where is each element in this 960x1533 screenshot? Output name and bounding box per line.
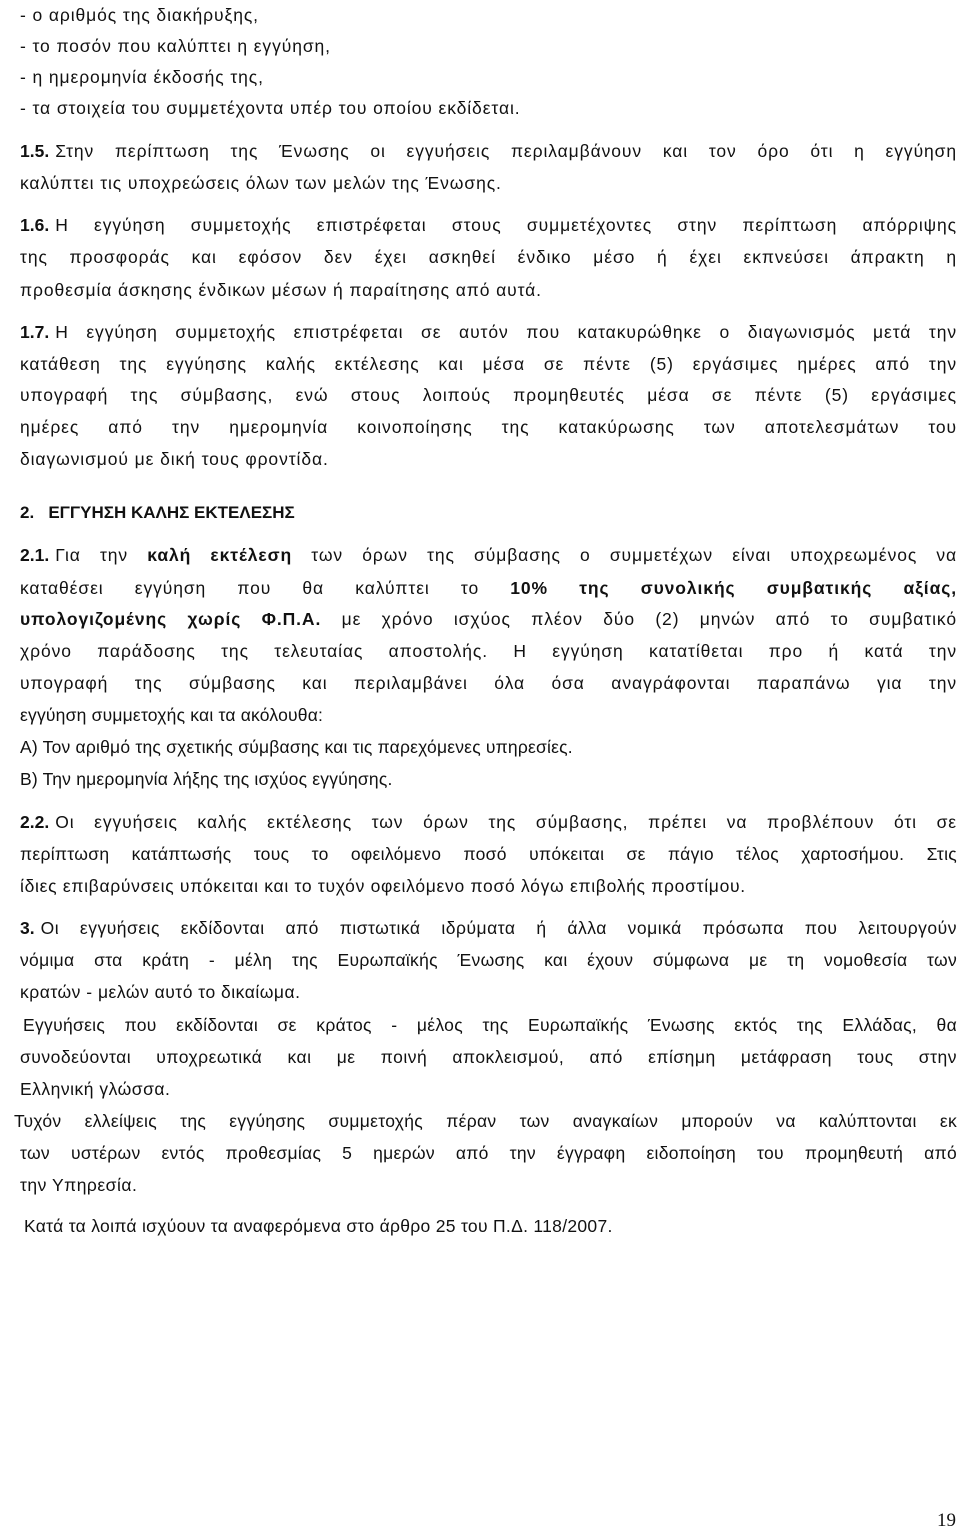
paragraph-foreign-line: συνοδεύονται υποχρεωτικά και με ποινή αποκλεισμού, από επίσημη μετάφραση τους στην xyxy=(20,1047,957,1067)
paragraph-2-1-line: υπολογιζομένης χωρίς Φ.Π.Α. με χρόνο ισχύος πλέον δύο (2) μηνών από το συμβατικό xyxy=(20,609,957,629)
paragraph-1-7-line: υπογραφή της σύμβασης, ενώ στους λοιπούς προμηθευτές μέσα σε πέντε (5) εργάσιμες xyxy=(20,385,957,405)
paragraph-2-1-line: 2.1. Για την καλή εκτέλεση των όρων της σύμβασης ο συμμετέχων είναι υποχρεωμένος να xyxy=(20,545,958,565)
emphasis: καλή εκτέλεση xyxy=(147,545,293,565)
paragraph-2-1-line: καταθέσει εγγύηση που θα καλύπτει το 10% της συνολικής συμβατικής αξίας, xyxy=(20,578,957,598)
section-heading: 2. ΕΓΓΥΗΣΗ ΚΑΛΗΣ ΕΚΤΕΛΕΣΗΣ xyxy=(20,503,295,522)
paragraph-2-2-line: ίδιες επιβαρύνσεις υπόκειται και το τυχόν οφειλόμενο ποσό λόγω επιβολής προστίμου. xyxy=(20,876,746,896)
paragraph-1-6-line: 1.6. Η εγγύηση συμμετοχής επιστρέφεται στους συμμετέχοντες στην περίπτωση απόρριψης xyxy=(20,215,957,235)
paragraph-missing-line: την Υπηρεσία. xyxy=(20,1175,138,1195)
paragraph-number: 1.7. xyxy=(20,322,50,342)
paragraph-3-line: κρατών - μελών αυτό το δικαίωμα. xyxy=(20,982,301,1002)
list-item: Α) Τον αριθμό της σχετικής σύμβασης και τις παρεχόμενες υπηρεσίες. xyxy=(20,737,573,757)
paragraph-1-7-line: κατάθεση της εγγύησης καλής εκτέλεσης και μέσα σε πέντε (5) εργάσιμες ημέρες από την xyxy=(20,354,957,374)
paragraph-2-2-line: 2.2. Οι εγγυήσεις καλής εκτέλεσης των όρων της σύμβασης, πρέπει να προβλέπουν ότι σε xyxy=(20,812,957,832)
paragraph-2-2-line: περίπτωση κατάπτωσής τους το οφειλόμενο ποσό υπόκειται σε πάγιο τέλος χαρτοσήμου. Στις xyxy=(20,844,957,864)
bullet-item: - το ποσόν που καλύπτει η εγγύηση, xyxy=(20,36,331,56)
paragraph-foreign-line: Εγγυήσεις που εκδίδονται σε κράτος - μέλος της Ευρωπαϊκής Ένωσης εκτός της Ελλάδας, θα xyxy=(23,1015,957,1035)
page-number: 19 xyxy=(937,1510,956,1531)
paragraph-number: 2.2. xyxy=(20,812,50,832)
bullet-item: - η ημερομηνία έκδοσής της, xyxy=(20,67,264,87)
bullet-item: - τα στοιχεία του συμμετέχοντα υπέρ του οποίου εκδίδεται. xyxy=(20,98,521,118)
paragraph-final: Κατά τα λοιπά ισχύουν τα αναφερόμενα στο άρθρο 25 του Π.Δ. 118/2007. xyxy=(24,1216,613,1236)
paragraph-3-line: νόμιμα στα κράτη - μέλη της Ευρωπαϊκής Ένωσης και έχουν σύμφωνα με τη νομοθεσία των xyxy=(20,950,957,970)
paragraph-missing-line: των υστέρων εντός προθεσμίας 5 ημερών από την έγγραφη ειδοποίηση του προμηθευτή από xyxy=(20,1143,957,1163)
paragraph-1-6-line: της προσφοράς και εφόσον δεν έχει ασκηθεί ένδικο μέσο ή έχει εκπνεύσει άπρακτη η xyxy=(20,247,957,267)
paragraph-2-1-line: υπογραφή της σύμβασης και περιλαμβάνει όλα όσα αναγράφονται παραπάνω για την xyxy=(20,673,957,693)
paragraph-number: 2.1. xyxy=(20,545,50,565)
paragraph-number: 1.6. xyxy=(20,215,50,235)
paragraph-1-6-line: προθεσμία άσκησης ένδικων μέσων ή παραίτησης από αυτά. xyxy=(20,280,542,300)
paragraph-1-7-line: ημέρες από την ημερομηνία κοινοποίησης της κατακύρωσης των αποτελεσμάτων του xyxy=(20,417,957,437)
bullet-item: - ο αριθμός της διακήρυξης, xyxy=(20,5,259,25)
paragraph-1-7-line: διαγωνισμού με δική τους φροντίδα. xyxy=(20,449,329,469)
paragraph-foreign-line: Ελληνική γλώσσα. xyxy=(20,1079,171,1099)
emphasis: 10% της συνολικής συμβατικής αξίας, xyxy=(510,578,957,598)
paragraph-1-5-line: καλύπτει τις υποχρεώσεις όλων των μελών της Ένωσης. xyxy=(20,173,502,193)
paragraph-2-1-line: εγγύηση συμμετοχής και τα ακόλουθα: xyxy=(20,705,324,725)
paragraph-2-1-line: χρόνο παράδοσης της τελευταίας αποστολής. Η εγγύηση κατατίθεται προ ή κατά την xyxy=(20,641,957,661)
paragraph-number: 3. xyxy=(20,918,35,938)
paragraph-missing-line: Τυχόν ελλείψεις της εγγύησης συμμετοχής πέραν των αναγκαίων μπορούν να καλύπτονται εκ xyxy=(14,1111,957,1131)
emphasis: υπολογιζομένης χωρίς Φ.Π.Α. xyxy=(20,609,322,629)
paragraph-number: 1.5. xyxy=(20,141,50,161)
list-item: Β) Την ημερομηνία λήξης της ισχύος εγγύησης. xyxy=(20,769,393,789)
paragraph-3-line: 3. Οι εγγυήσεις εκδίδονται από πιστωτικά ιδρύματα ή άλλα νομικά πρόσωπα που λειτουργούν xyxy=(20,918,957,938)
paragraph-1-7-line: 1.7. Η εγγύηση συμμετοχής επιστρέφεται σε αυτόν που κατακυρώθηκε ο διαγωνισμός μετά την xyxy=(20,322,957,342)
paragraph-1-5-line: 1.5. Στην περίπτωση της Ένωσης οι εγγυήσεις περιλαμβάνουν και τον όρο ότι η εγγύηση xyxy=(20,141,957,161)
